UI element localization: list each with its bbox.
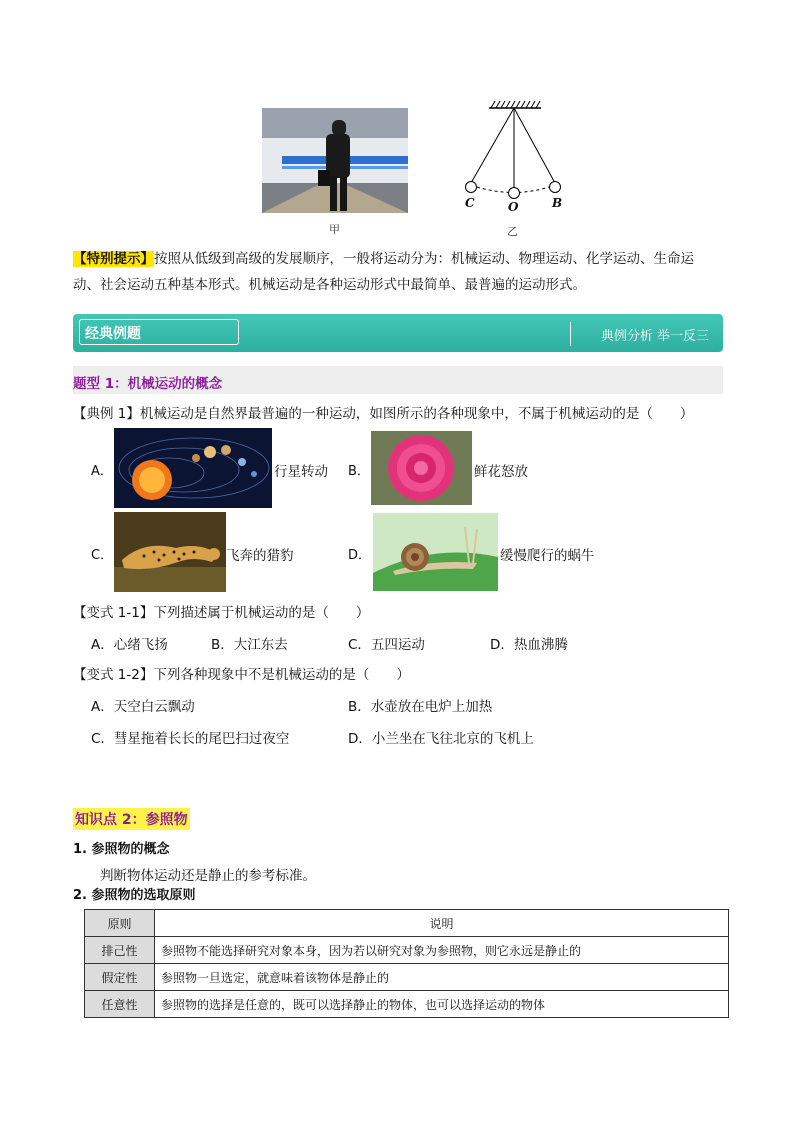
knowledge-sub1: 1. 参照物的概念 — [73, 842, 170, 857]
train-platform-photo — [262, 108, 408, 213]
table-cell-principle: 任意性 — [85, 991, 155, 1018]
table-cell-description: 参照物的选择是任意的，既可以选择静止的物体，也可以选择运动的物体 — [155, 991, 729, 1018]
table-row — [85, 964, 729, 991]
knowledge-point-2-title: 知识点 2：参照物 — [73, 808, 190, 830]
example1-stem: 【典例 1】机械运动是自然界最普遍的一种运动，如图所示的各种现象中，不属于机械运动的是（ ） — [73, 406, 694, 422]
snail-image — [373, 513, 498, 591]
table-header-description: 说明 — [155, 910, 729, 937]
variant12-option-d: D．小兰坐在飞往北京的飞机上 — [348, 731, 534, 747]
example1-option-c-key: C． — [91, 548, 114, 563]
example1-option-a-text: 行星转动 — [274, 464, 328, 480]
table-cell-principle: 排己性 — [85, 937, 155, 964]
variant12-option-a: A．天空白云飘动 — [91, 699, 195, 715]
example1-option-c-text: 飞奔的猎豹 — [226, 548, 294, 564]
banner-title: 经典例题 — [85, 326, 141, 342]
special-tip — [73, 246, 733, 298]
tip-text-line1: 按照从低级到高级的发展顺序，一般将运动分为：机械运动、物理运动、化学运动、生命运 — [154, 251, 694, 267]
table-cell-description: 参照物一旦选定，就意味着该物体是静止的 — [155, 964, 729, 991]
example1-option-a-key: A． — [91, 464, 113, 479]
question-type-title: 题型 1：机械运动的概念 — [73, 376, 223, 392]
figure-yi-caption: 乙 — [507, 225, 518, 238]
pendulum-label-b: B — [552, 196, 563, 210]
variant11-option-a: A．心绪飞扬 — [91, 637, 168, 653]
planets-image — [114, 428, 272, 508]
table-cell-description: 参照物不能选择研究对象本身，因为若以研究对象为参照物，则它永远是静止的 — [155, 937, 729, 964]
table-header-row — [85, 910, 729, 937]
pendulum-label-c: C — [465, 196, 475, 210]
principles-table — [84, 909, 729, 1018]
tip-label: 【特别提示】 — [73, 251, 154, 267]
table-cell-principle: 假定性 — [85, 964, 155, 991]
cheetah-image — [114, 512, 226, 592]
variant12-stem: 【变式 1-2】下列各种现象中不是机械运动的是（ ） — [73, 667, 410, 683]
variant11-stem: 【变式 1-1】下列描述属于机械运动的是（ ） — [73, 605, 370, 621]
variant11-option-d: D．热血沸腾 — [490, 637, 568, 653]
variant12-option-b: B．水壶放在电炉上加热 — [348, 699, 493, 715]
example1-option-b-text: 鲜花怒放 — [474, 464, 528, 480]
table-row — [85, 991, 729, 1018]
knowledge-sub2: 2. 参照物的选取原则 — [73, 888, 196, 903]
example1-option-d-text: 缓慢爬行的蜗牛 — [500, 548, 595, 564]
question-type-1 — [73, 366, 723, 394]
table-header-principle: 原则 — [85, 910, 155, 937]
variant11-option-b: B．大江东去 — [211, 637, 288, 653]
figure-jia-caption: 甲 — [329, 223, 340, 236]
variant12-option-c: C．彗星拖着长长的尾巴扫过夜空 — [91, 731, 290, 747]
section-banner — [73, 314, 723, 352]
banner-subtitle: 典例分析 举一反三 — [600, 329, 709, 344]
table-row — [85, 937, 729, 964]
variant11-option-c: C．五四运动 — [348, 637, 425, 653]
reference-definition: 判断物体运动还是静止的参考标准。 — [100, 868, 316, 884]
tip-text-line2: 动、社会运动五种基本形式。机械运动是各种运动形式中最简单、最普遍的运动形式。 — [73, 277, 586, 293]
example1-option-b-key: B． — [348, 464, 370, 479]
example1-option-d-key: D． — [348, 548, 372, 563]
pendulum-label-o: O — [508, 200, 519, 214]
rose-image — [371, 431, 472, 505]
